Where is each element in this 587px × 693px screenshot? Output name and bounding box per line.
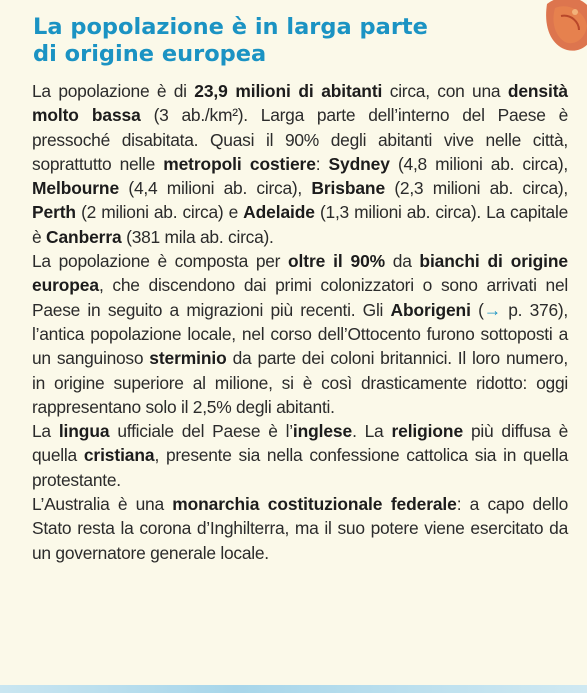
text-run: (2,3 milioni ab. circa), — [385, 178, 568, 199]
bold-term: monarchia costituzionale federale — [172, 494, 457, 515]
text-run: (1,3 milioni ab. circa). La capitale è — [32, 202, 569, 247]
bold-term: Canberra — [46, 226, 122, 247]
text-run: circa, con una — [382, 81, 508, 101]
bold-term: oltre il 90% — [288, 251, 386, 272]
title-line-2: di origine europea — [33, 41, 267, 67]
text-run: (2 milioni ab. circa) e — [75, 202, 244, 223]
text-run: : — [315, 153, 329, 174]
text-run: da parte dei coloni britannici. Il loro numero, in origine superiore al milione, si è così drasticamente ridotto: oggi rappresentano solo il 2,5% degli abitanti. — [32, 348, 569, 417]
text-run: L’Australia è una — [32, 494, 173, 515]
paragraph-population — [32, 79, 568, 249]
text-run: (4,8 milioni ab. circa), — [389, 153, 568, 174]
text-run: La popolazione è composta per — [32, 251, 288, 272]
bold-term: bianchi di origine europea — [32, 251, 568, 296]
bold-term: Perth — [32, 202, 76, 223]
text-run: La — [32, 421, 59, 442]
text-run: da — [385, 251, 420, 272]
text-run: ( — [470, 299, 484, 320]
bold-term: Sydney — [328, 153, 390, 174]
bold-term: Brisbane — [311, 178, 386, 199]
bold-term: Aborigeni — [390, 299, 471, 320]
bold-term: Melbourne — [32, 178, 120, 199]
text-run: (4,4 milioni ab. circa), — [119, 178, 312, 199]
title-line-1: La popolazione è in larga parte — [33, 14, 428, 40]
text-run: . La — [352, 421, 392, 442]
bold-term: metropoli costiere — [163, 153, 316, 174]
page-title — [33, 14, 463, 68]
text-run: più diffusa è quella — [32, 421, 568, 466]
text-run: , che discendono dai primi colonizzatori o sono arrivati nel Paese in seguito a migrazioni più recenti. Gli — [32, 275, 568, 320]
paragraph-government — [32, 492, 568, 565]
bold-term: lingua — [58, 421, 110, 442]
bold-term: 23,9 milioni di abitanti — [194, 81, 383, 101]
text-run: , presente sia nella confessione cattolica sia in quella protestante. — [32, 445, 568, 490]
bold-term: densità molto bassa — [32, 81, 568, 126]
bold-term: religione — [391, 421, 464, 442]
text-run: La popolazione è di — [32, 81, 195, 101]
body-text — [32, 79, 568, 565]
text-run: ufficiale del Paese è l’ — [109, 421, 293, 442]
arrow-right-icon: → — [483, 299, 501, 320]
text-run: p. 376), l’antica popolazione locale, nel corso dell’Ottocento furono sottoposti a un sanguinoso — [32, 299, 569, 369]
bold-term: sterminio — [149, 348, 227, 369]
footer-decorative-bar — [0, 685, 587, 693]
paragraph-origin — [32, 249, 568, 419]
text-run: (381 mila ab. circa). — [121, 226, 274, 247]
text-run: : a capo dello Stato resta la corona d’Inghilterra, ma il suo potere viene esercitato da un governatore generale locale. — [32, 494, 569, 563]
bold-term: cristiana — [83, 445, 155, 466]
paragraph-language-religion — [32, 419, 568, 492]
bold-term: inglese — [292, 421, 353, 442]
text-run: (3 ab./km²). Larga parte dell’interno del Paese è pressoché disabitata. Quasi il 90% degli abitanti vive nelle città, soprattutto nelle — [32, 105, 569, 174]
bold-term: Adelaide — [243, 202, 315, 223]
decorative-leaf-illustration — [525, 0, 587, 56]
